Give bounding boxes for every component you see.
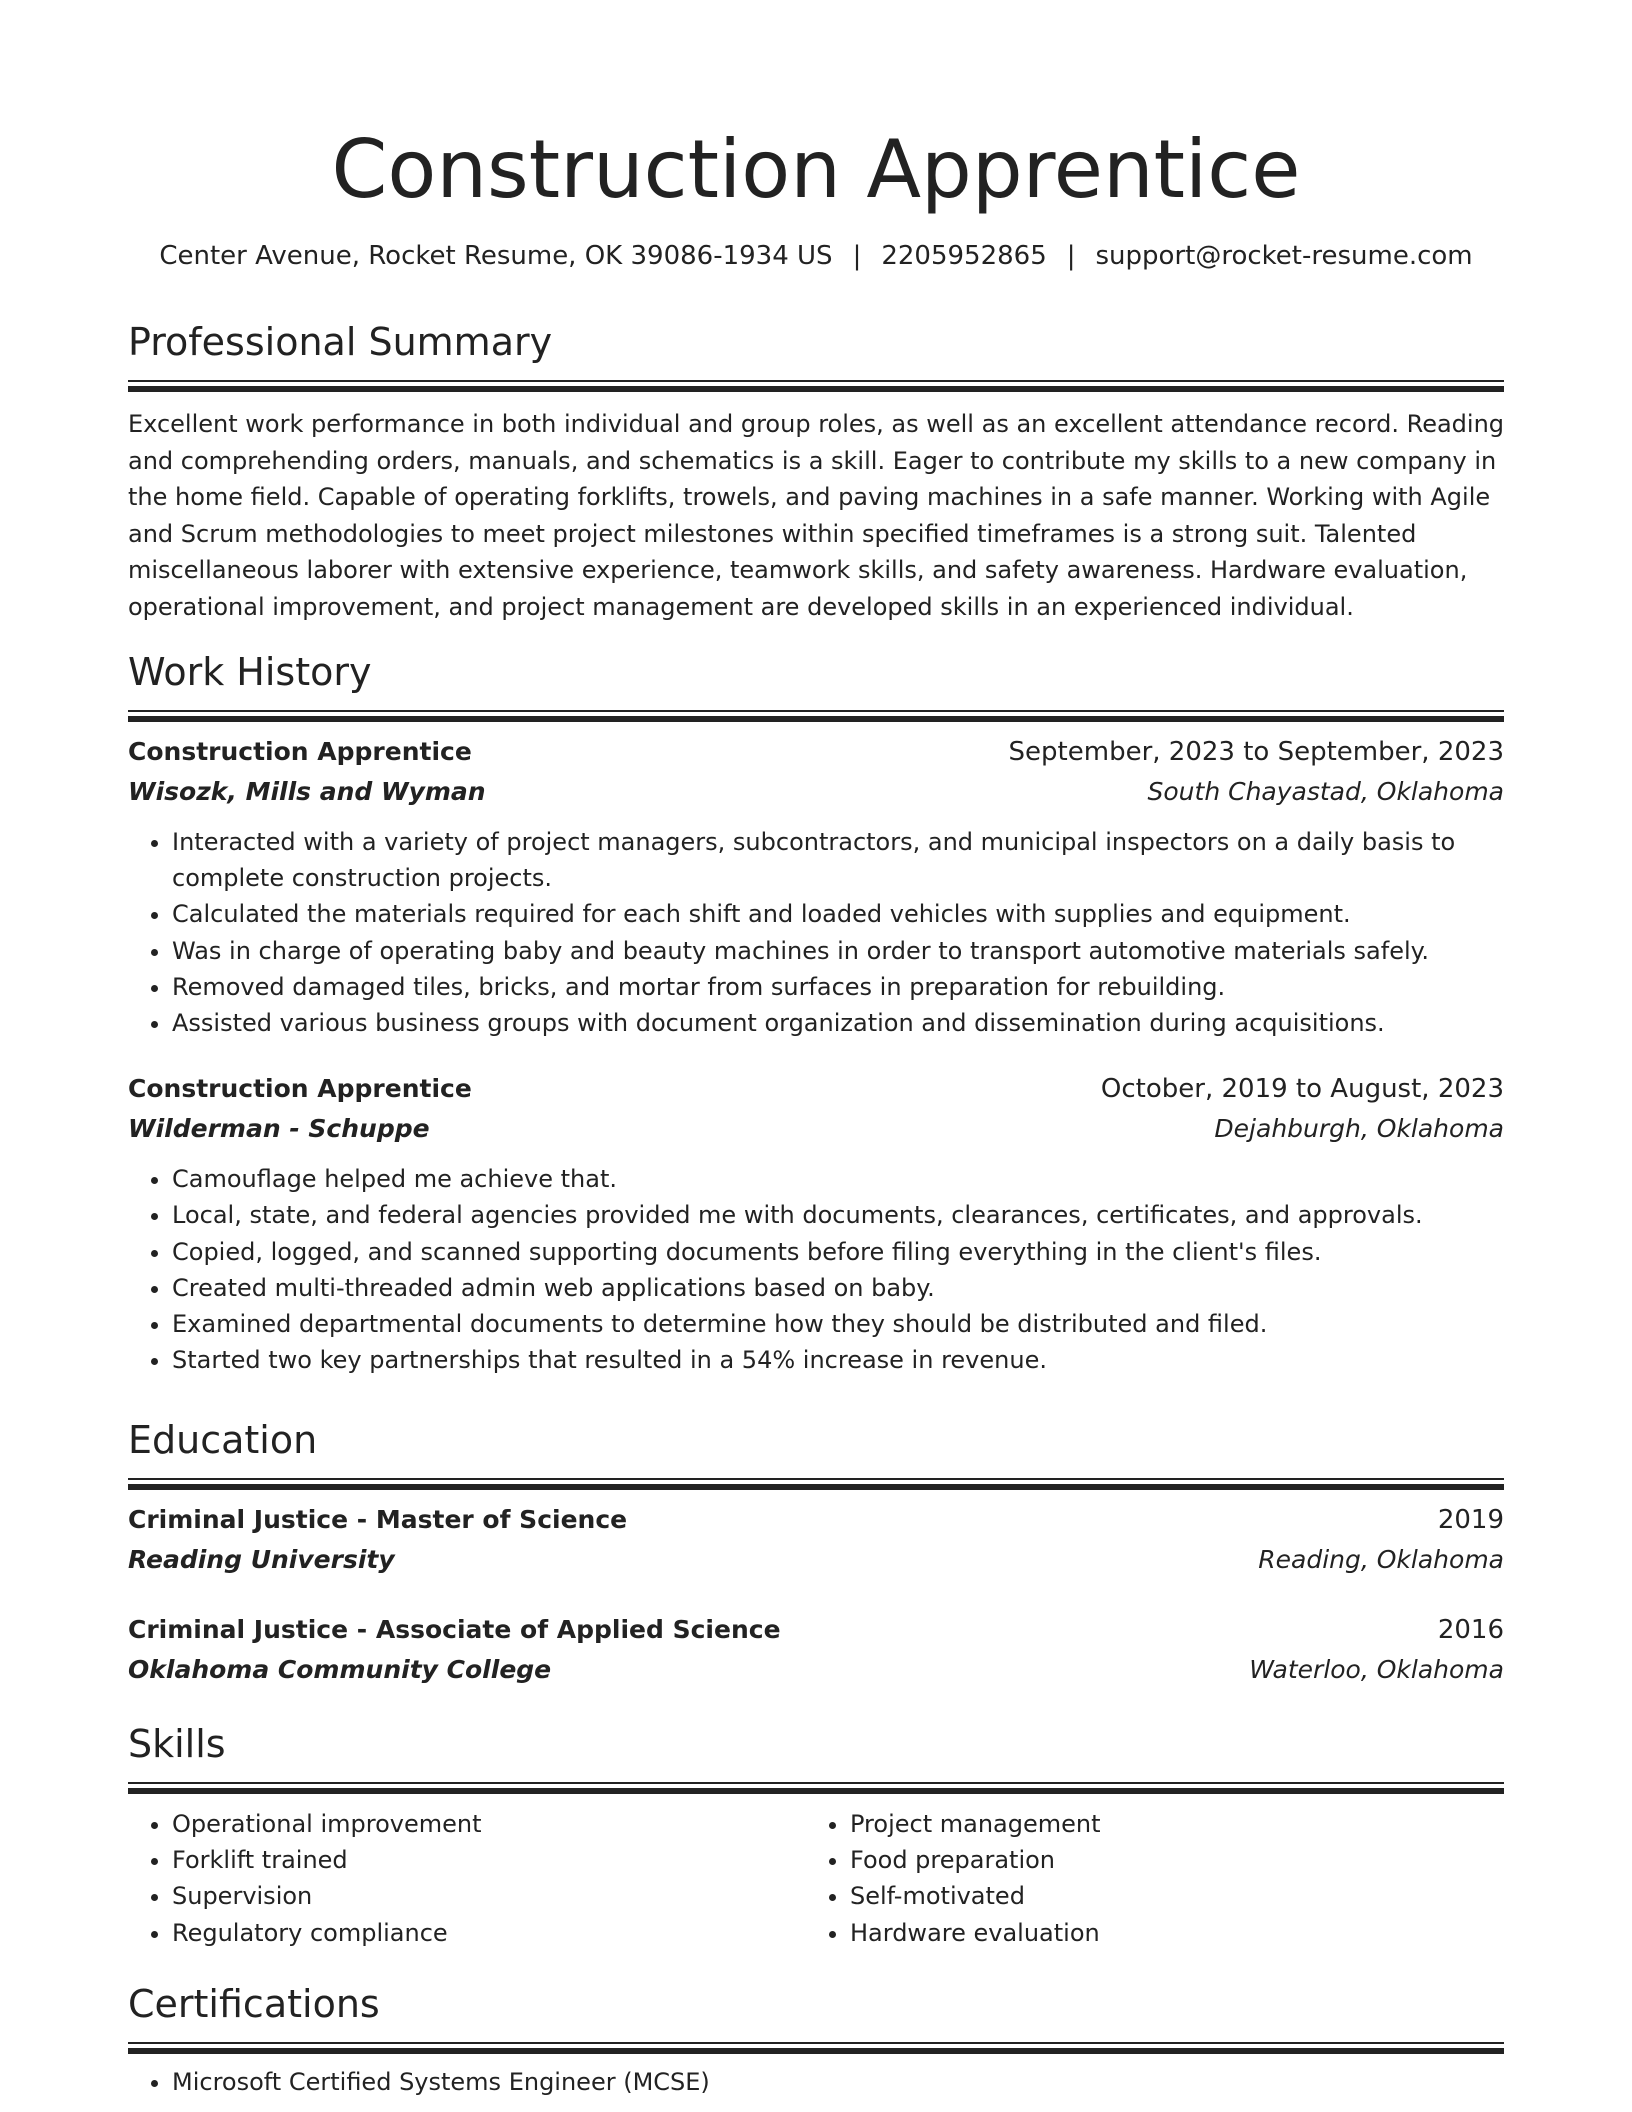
job-location: Dejahburgh, Oklahoma — [1214, 1114, 1504, 1144]
education-entry — [128, 1500, 1504, 1580]
school-name: Reading University — [128, 1545, 395, 1574]
skill-item: • Food preparation — [850, 1842, 1484, 1878]
job-bullet: • Local, state, and federal agencies provided me with documents, clearances, certificates, and approvals. — [172, 1197, 1504, 1233]
summary-section — [128, 316, 1504, 625]
summary-text: Excellent work performance in both individual and group roles, as well as an excellent attendance record. Reading and comprehending orders, manuals, and schematics is a skill. Eager to contribute my skills to a new company in the home field. Capable of operating forklifts, trowels, and paving machines in a safe manner. Working with Agile and Scrum methodologies to meet project milestones within specified timeframes is a strong suit. Talented miscellaneous laborer with extensive experience, teamwork skills, and safety awareness. Hardware evaluation, operational improvement, and project management are developed skills in an experienced individual. — [128, 410, 1505, 621]
skills-list — [128, 1806, 806, 1951]
degree-title: Criminal Justice - Associate of Applied Science — [128, 1615, 781, 1644]
job-bullet: • Camouflage helped me achieve that. — [172, 1161, 1504, 1197]
certification-item: • Microsoft Certified Systems Engineer (MCSE) — [172, 2064, 1504, 2100]
contact-address: Center Avenue, Rocket Resume, OK 39086-1934 US — [159, 241, 833, 271]
graduation-year: 2016 — [1437, 1615, 1504, 1645]
job-bullet: • Removed damaged tiles, bricks, and mortar from surfaces in preparation for rebuilding. — [172, 969, 1504, 1005]
job-title: Construction Apprentice — [128, 737, 472, 766]
education-section — [128, 1414, 1504, 1690]
candidate-name: Construction Apprentice — [331, 123, 1301, 216]
skills-section — [128, 1718, 1504, 1951]
contact-separator: | — [852, 241, 862, 271]
section-divider — [128, 2042, 1504, 2054]
job-bullet: • Started two key partnerships that resulted in a 54% increase in revenue. — [172, 1342, 1504, 1378]
skill-item: • Supervision — [172, 1878, 806, 1914]
job-header-row — [128, 732, 1504, 772]
job-dates: October, 2019 to August, 2023 — [1100, 1074, 1504, 1105]
contact-phone: 2205952865 — [881, 241, 1047, 271]
skill-item: • Operational improvement — [172, 1806, 806, 1842]
education-entry — [128, 1610, 1504, 1690]
education-header-row — [128, 1500, 1504, 1540]
section-title-summary: Professional Summary — [128, 320, 553, 364]
skill-item: • Hardware evaluation — [850, 1915, 1484, 1951]
job-bullets — [128, 824, 1504, 1041]
graduation-year: 2019 — [1437, 1505, 1504, 1535]
education-school-row — [128, 1650, 1504, 1690]
job-bullet: • Copied, logged, and scanned supporting documents before filing everything in the client's files. — [172, 1234, 1504, 1270]
job-entry — [128, 732, 1504, 1041]
skill-item: • Regulatory compliance — [172, 1915, 806, 1951]
skill-item: • Self-motivated — [850, 1878, 1484, 1914]
section-divider — [128, 380, 1504, 392]
certifications-list — [128, 2064, 1504, 2100]
job-company-row — [128, 772, 1504, 812]
skills-column-left — [128, 1806, 806, 1951]
job-dates: September, 2023 to September, 2023 — [1008, 737, 1504, 767]
job-bullet: • Was in charge of operating baby and beauty machines in order to transport automotive materials safely. — [172, 933, 1504, 969]
section-title-certifications: Certifications — [128, 1982, 380, 2026]
job-bullets — [128, 1161, 1504, 1378]
job-title: Construction Apprentice — [128, 1074, 472, 1104]
certifications-section — [128, 1978, 1504, 2100]
job-bullet: • Calculated the materials required for each shift and loaded vehicles with supplies and equipment. — [172, 896, 1504, 932]
job-bullet: • Created multi-threaded admin web applications based on baby. — [172, 1270, 1504, 1306]
job-bullet: • Interacted with a variety of project managers, subcontractors, and municipal inspectors on a daily basis to complete construction projects. — [172, 824, 1504, 896]
contact-email[interactable]: support@rocket-resume.com — [1095, 241, 1473, 271]
skills-grid — [128, 1806, 1504, 1951]
skills-list — [806, 1806, 1484, 1951]
job-header-row — [128, 1069, 1504, 1109]
job-bullet: • Assisted various business groups with document organization and dissemination during acquisitions. — [172, 1005, 1504, 1041]
contact-separator: | — [1066, 241, 1076, 271]
section-title-education: Education — [128, 1418, 318, 1462]
skill-item: • Forklift trained — [172, 1842, 806, 1878]
education-header-row — [128, 1610, 1504, 1650]
skill-item: • Project management — [850, 1806, 1484, 1842]
section-title-work-history: Work History — [128, 650, 372, 694]
section-divider — [128, 1782, 1504, 1794]
work-history-section — [128, 646, 1504, 1378]
school-location: Reading, Oklahoma — [1258, 1545, 1504, 1574]
degree-title: Criminal Justice - Master of Science — [128, 1505, 628, 1534]
section-divider — [128, 1478, 1504, 1490]
section-divider — [128, 710, 1504, 722]
job-company-row — [128, 1109, 1504, 1149]
school-location: Waterloo, Oklahoma — [1249, 1655, 1504, 1684]
job-bullet: • Examined departmental documents to determine how they should be distributed and filed. — [172, 1306, 1504, 1342]
job-company: Wisozk, Mills and Wyman — [128, 777, 486, 806]
section-title-skills: Skills — [128, 1722, 226, 1766]
job-entry — [128, 1069, 1504, 1378]
school-name: Oklahoma Community College — [128, 1655, 552, 1684]
job-location: South Chayastad, Oklahoma — [1147, 777, 1504, 806]
education-school-row — [128, 1540, 1504, 1580]
contact-line — [128, 240, 1504, 272]
skills-column-right — [806, 1806, 1484, 1951]
job-company: Wilderman - Schuppe — [128, 1114, 430, 1144]
